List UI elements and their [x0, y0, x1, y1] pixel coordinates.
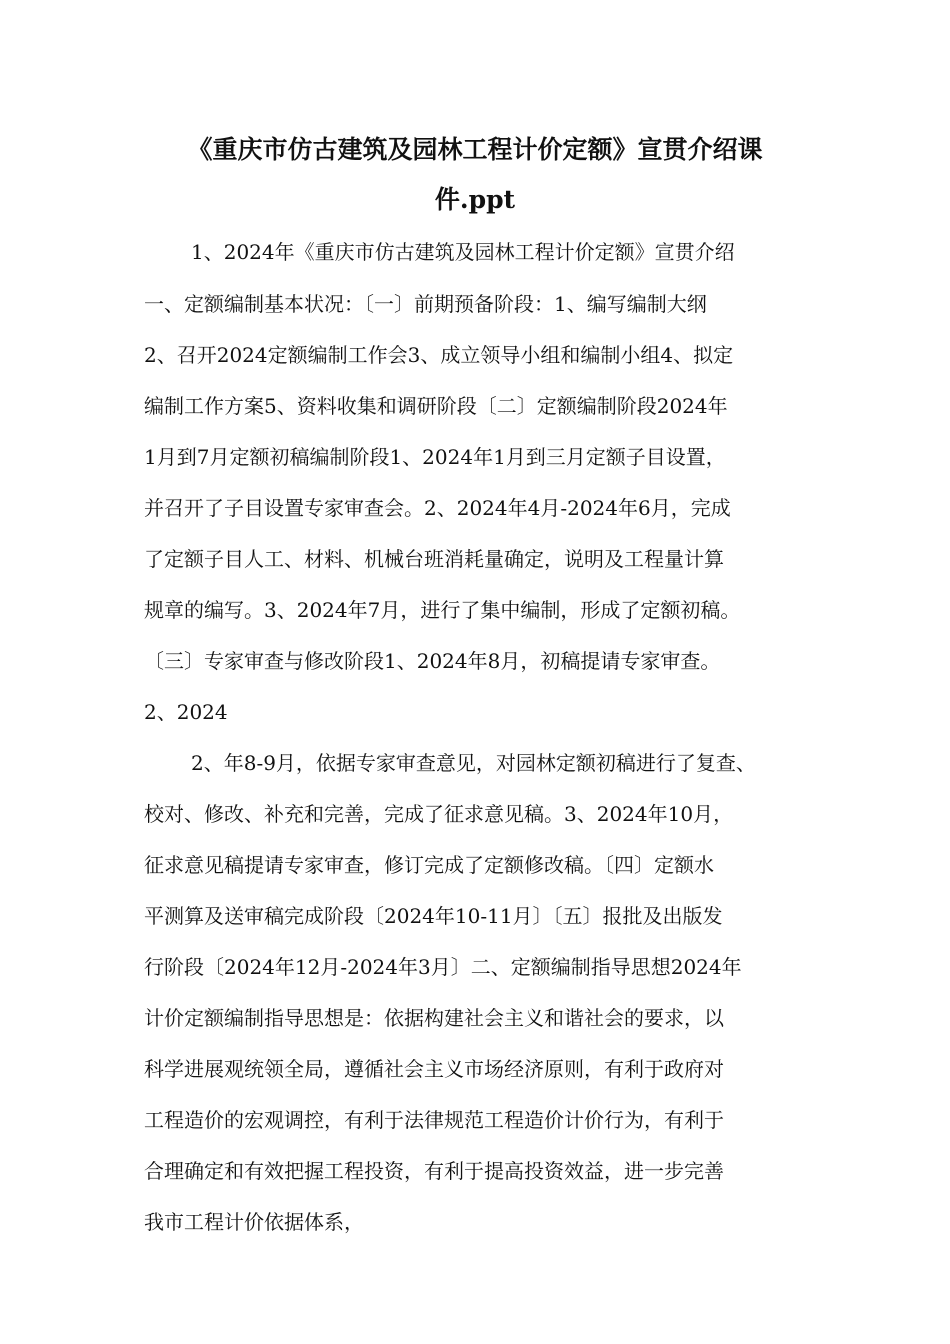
- paragraph-line: 2、召开2024定额编制工作会3、成立领导小组和编制小组4、拟定: [144, 343, 734, 367]
- paragraph-line: 合理确定和有效把握工程投资，有利于提高投资效益，进一步完善: [144, 1159, 724, 1183]
- paragraph-line: 1、2024年《重庆市仿古建筑及园林工程计价定额》宣贯介绍: [191, 240, 735, 264]
- paragraph-line: 了定额子目人工、材料、机械台班消耗量确定，说明及工程量计算: [144, 547, 724, 571]
- paragraph-line: 编制工作方案5、资料收集和调研阶段〔二〕定额编制阶段2024年: [144, 394, 728, 418]
- paragraph-line: 1月到7月定额初稿编制阶段1、2024年1月到三月定额子目设置，: [144, 445, 726, 469]
- paragraph-line: 计价定额编制指导思想是：依据构建社会主义和谐社会的要求，以: [144, 1006, 724, 1030]
- paragraph-line: 征求意见稿提请专家审查，修订完成了定额修改稿。〔四〕定额水: [144, 853, 714, 877]
- paragraph-line: 规章的编写。3、2024年7月，进行了集中编制，形成了定额初稿。: [144, 598, 741, 622]
- paragraph-line: 并召开了子目设置专家审查会。2、2024年4月-2024年6月，完成: [144, 496, 731, 520]
- paragraph-line: 科学进展观统领全局，遵循社会主义市场经济原则，有利于政府对: [144, 1057, 724, 1081]
- paragraph-line: 2、年8-9月，依据专家审查意见，对园林定额初稿进行了复查、: [191, 751, 756, 775]
- paragraph-line: 行阶段〔2024年12月-2024年3月〕二、定额编制指导思想2024年: [144, 955, 742, 979]
- document-title-line-1: 《重庆市仿古建筑及园林工程计价定额》宣贯介绍课: [187, 135, 763, 164]
- paragraph-line: 校对、修改、补充和完善，完成了征求意见稿。3、2024年10月，: [144, 802, 734, 826]
- document-title-line-2: 件.ppt: [434, 185, 516, 214]
- paragraph-line: 〔三〕专家审查与修改阶段1、2024年8月，初稿提请专家审查。: [144, 649, 721, 673]
- paragraph-line: 2、2024: [144, 700, 228, 724]
- paragraph-line: 平测算及送审稿完成阶段〔2024年10-11月〕〔五〕报批及出版发: [144, 904, 723, 928]
- paragraph-line: 我市工程计价依据体系，: [144, 1210, 364, 1234]
- paragraph-line: 一、定额编制基本状况：〔一〕前期预备阶段：1、编写编制大纲: [144, 292, 707, 316]
- paragraph-line: 工程造价的宏观调控，有利于法律规范工程造价计价行为，有利于: [144, 1108, 724, 1132]
